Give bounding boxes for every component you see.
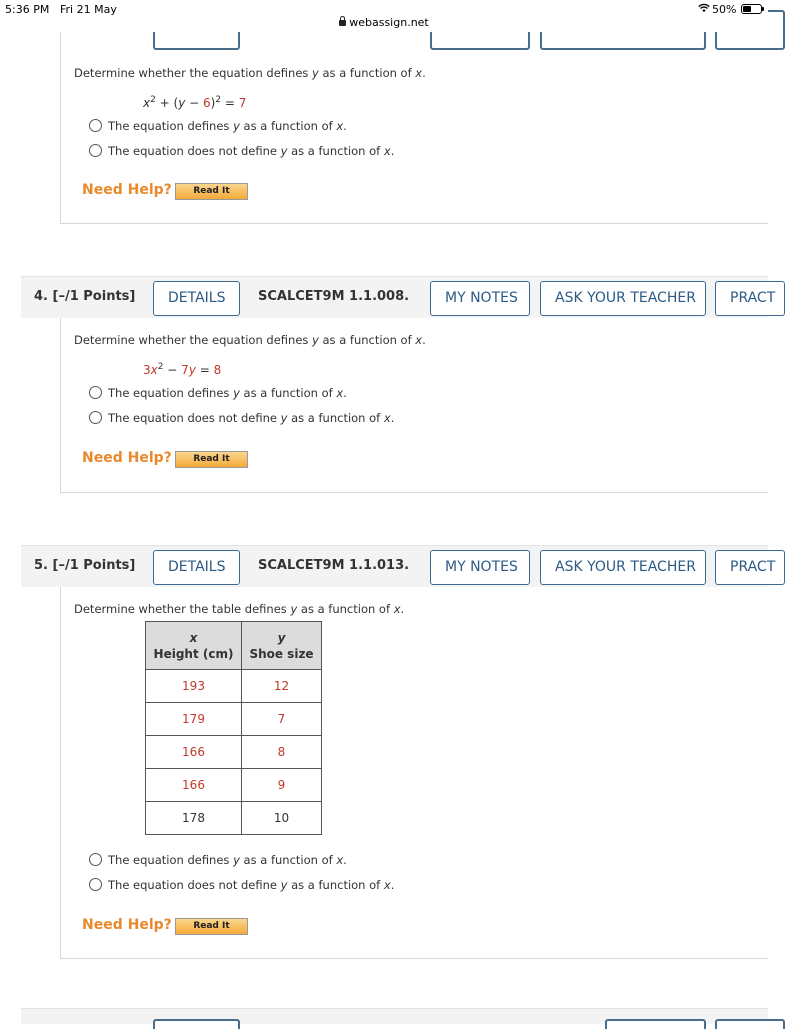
- table-row: [146, 769, 322, 802]
- radio-button[interactable]: [89, 411, 102, 424]
- q3-need-help: Need Help?: [82, 182, 172, 198]
- table-header-height: x Height (cm): [146, 622, 242, 670]
- q5-details-button[interactable]: DETAILS: [153, 550, 240, 585]
- table-cell: 179: [146, 703, 242, 736]
- q4-my-notes-button[interactable]: MY NOTES: [430, 281, 530, 316]
- table-cell: 178: [146, 802, 242, 835]
- table-cell: 10: [242, 802, 322, 835]
- q3-body: [60, 32, 768, 224]
- table-row: [146, 736, 322, 769]
- radio-button[interactable]: [89, 878, 102, 891]
- q4-choice-not-defines[interactable]: The equation does not define y as a function of x.: [89, 411, 394, 425]
- q5-data-table: [145, 621, 322, 835]
- radio-button[interactable]: [89, 386, 102, 399]
- q4-choice-defines[interactable]: The equation defines y as a function of x.: [89, 386, 347, 400]
- q5-code: SCALCET9M 1.1.013.: [258, 558, 410, 573]
- q3-prompt: Determine whether the equation defines y as a function of x.: [74, 66, 426, 80]
- q4-code: SCALCET9M 1.1.008.: [258, 289, 410, 304]
- table-cell: 166: [146, 769, 242, 802]
- q4-ask-teacher-button[interactable]: ASK YOUR TEACHER: [540, 281, 706, 316]
- q5-prompt: Determine whether the table defines y as a function of x.: [74, 602, 405, 616]
- q4-body: [60, 318, 768, 493]
- battery-icon: [741, 4, 762, 14]
- q3-choice-not-defines[interactable]: The equation does not define y as a function of x.: [89, 144, 394, 158]
- q6-ask-teacher-button[interactable]: [605, 1019, 706, 1029]
- q5-need-help: Need Help?: [82, 917, 172, 933]
- q6-practice-button[interactable]: [715, 1019, 785, 1029]
- table-cell: 7: [242, 703, 322, 736]
- q4-read-it-button[interactable]: Read It: [175, 451, 248, 468]
- q4-number-points: 4. [–/1 Points]: [34, 289, 136, 304]
- q5-number-points: 5. [–/1 Points]: [34, 558, 136, 573]
- q5-ask-teacher-button[interactable]: ASK YOUR TEACHER: [540, 550, 706, 585]
- table-header-shoe-size: y Shoe size: [242, 622, 322, 670]
- url-text: webassign.net: [349, 16, 429, 29]
- table-row: [146, 703, 322, 736]
- lock-icon: [339, 20, 346, 26]
- q3-choice-defines[interactable]: The equation defines y as a function of x.: [89, 119, 347, 133]
- q5-my-notes-button[interactable]: MY NOTES: [430, 550, 530, 585]
- q4-prompt: Determine whether the equation defines y as a function of x.: [74, 333, 426, 347]
- q6-details-button[interactable]: [153, 1019, 240, 1029]
- status-date: Fri 21 May: [60, 3, 117, 16]
- wifi-icon: [698, 3, 710, 16]
- table-cell: 12: [242, 670, 322, 703]
- table-cell: 9: [242, 769, 322, 802]
- q4-details-button[interactable]: DETAILS: [153, 281, 240, 316]
- q4-equation: $3x^2 - 7y = 8$: [143, 362, 222, 377]
- q5-header: [21, 545, 776, 587]
- q4-practice-button[interactable]: PRACT: [715, 281, 785, 316]
- radio-button[interactable]: [89, 144, 102, 157]
- radio-button[interactable]: [89, 119, 102, 132]
- table-cell: 193: [146, 670, 242, 703]
- q4-need-help: Need Help?: [82, 450, 172, 466]
- q6-header-partial: [21, 1008, 768, 1024]
- table-cell: 8: [242, 736, 322, 769]
- q5-choice-defines[interactable]: The equation defines y as a function of x.: [89, 853, 347, 867]
- table-row: [146, 670, 322, 703]
- table-cell: 166: [146, 736, 242, 769]
- battery-percent: 50%: [712, 3, 737, 16]
- status-time: 5:36 PM: [5, 3, 50, 16]
- q5-practice-button[interactable]: PRACT: [715, 550, 785, 585]
- table-header-row: [146, 622, 322, 670]
- radio-button[interactable]: [89, 853, 102, 866]
- q5-choice-not-defines[interactable]: The equation does not define y as a function of x.: [89, 878, 394, 892]
- q5-body: [60, 587, 768, 959]
- q4-header: [21, 276, 776, 318]
- table-row: [146, 802, 322, 835]
- q3-equation: $x^2 + (y - 6)^2 = 7$: [143, 95, 247, 110]
- url-bar[interactable]: [0, 16, 768, 32]
- q3-read-it-button[interactable]: Read It: [175, 183, 248, 200]
- q5-read-it-button[interactable]: Read It: [175, 918, 248, 935]
